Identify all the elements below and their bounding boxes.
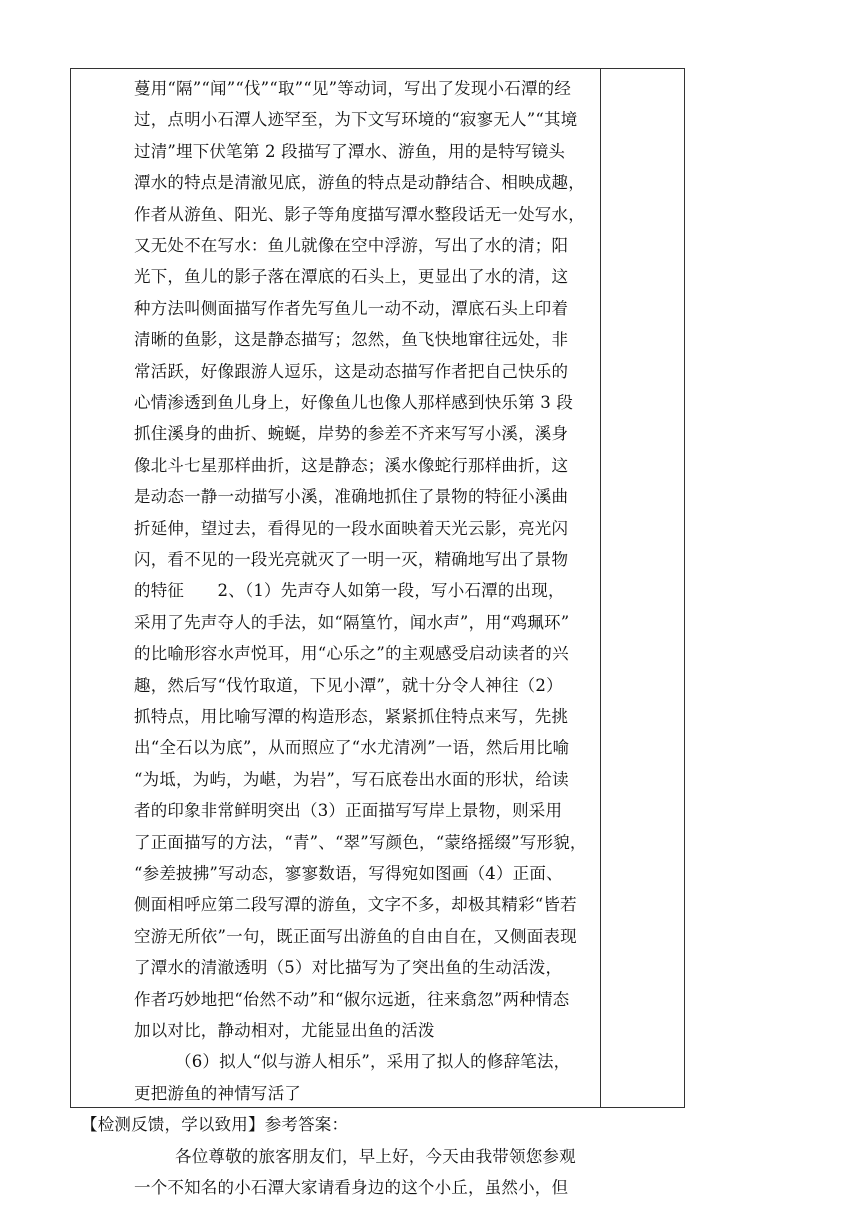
answer-line: 的特征 2、（1）先声夺人如第一段，写小石潭的出现， <box>134 581 565 601</box>
answer-line: 种方法叫侧面描写作者先写鱼儿一动不动，潭底石头上印着 <box>134 298 569 318</box>
speech-line-2: 一个不知名的小石潭大家请看身边的这个小丘，虽然小，但 <box>134 1178 569 1197</box>
answer-line: 常活跃，好像跟游人逗乐，这是动态描写作者把自己快乐的 <box>134 361 569 381</box>
side-cell <box>601 69 685 1107</box>
answer-line: 采用了先声夺人的手法，如“隔篁竹，闻水声”，用“鸡珮环” <box>134 612 570 632</box>
answer-line: “参差披拂”写动态，寥寥数语，写得宛如图画（4）正面、 <box>134 864 563 883</box>
answer-cell <box>71 69 600 1197</box>
answer-line: 过清”埋下伏笔第 2 段描写了潭水、游鱼，用的是特写镜头 <box>134 141 566 161</box>
answer-line: 加以对比，静动相对，尤能显出鱼的活泼 <box>134 1021 435 1040</box>
answer-line: 清晰的鱼影，这是静态描写；忽然，鱼飞快地窜往远处，非 <box>134 330 569 350</box>
answer-line: 潭水的特点是清澈见底，游鱼的特点是动静结合、相映成趣， <box>134 173 585 193</box>
point6-line-1: （6）拟人“似与游人相乐”，采用了拟人的修辞笔法， <box>175 1052 571 1072</box>
answer-line: 作者巧妙地把“佁然不动”和“俶尔远逝，往来翕忽”两种情态 <box>134 989 570 1009</box>
answer-line: 了正面描写的方法，“青”、“翠”写颜色，“蒙络摇缀”写形貌， <box>134 832 587 852</box>
answer-line: 折延伸，望过去，看得见的一段水面映着天光云影，亮光闪 <box>134 518 569 538</box>
answer-line: 过，点明小石潭人迹罕至，为下文写环境的“寂寥无人”“其境 <box>134 110 578 130</box>
answer-line: 抓住溪身的曲折、蜿蜒，岸势的参差不齐来写写小溪，溪身 <box>134 424 569 444</box>
document-table <box>70 68 685 1197</box>
answer-line: 空游无所依”一句，既正面写出游鱼的自由自在，又侧面表现 <box>134 926 577 946</box>
answer-line: 趣，然后写“伐竹取道，下见小潭”，就十分令人神往（2） <box>134 675 563 695</box>
point6-line-2: 更把游鱼的神情写活了 <box>134 1083 301 1103</box>
answer-line: 闪，看不见的一段光亮就灭了一明一灭，精确地写出了景物 <box>134 550 569 569</box>
answer-line: 光下，鱼儿的影子落在潭底的石头上，更显出了水的清，这 <box>134 267 569 287</box>
answer-line: 心情渗透到鱼儿身上，好像鱼儿也像人那样感到快乐第 3 段 <box>134 393 574 412</box>
answer-line: 蔓用“隔”“闻”“伐”“取”“见”等动词，写出了发现小石潭的经 <box>134 79 572 98</box>
answer-line: 是动态一静一动描写小溪，准确地抓住了景物的特征小溪曲 <box>134 487 569 507</box>
speech-line-1: 各位尊敬的旅客朋友们，早上好，今天由我带领您参观 <box>175 1146 576 1166</box>
answer-line: 像北斗七星那样曲折，这是静态；溪水像蛇行那样曲折，这 <box>134 455 569 475</box>
section-heading: 【检测反馈，学以致用】参考答案： <box>81 1115 349 1135</box>
answer-line: 作者从游鱼、阳光、影子等角度描写潭水整段话无一处写水， <box>134 204 585 224</box>
answer-line: 出“全石以为底”，从而照应了“水尤清冽”一语，然后用比喻 <box>134 738 570 758</box>
answer-line: 又无处不在写水：鱼儿就像在空中浮游，写出了水的清；阳 <box>134 236 569 255</box>
answer-line: 抓特点，用比喻写潭的构造形态，紧紧抓住特点来写，先挑 <box>134 707 569 726</box>
answer-line: 的比喻形容水声悦耳，用“心乐之”的主观感受启动读者的兴 <box>134 644 569 664</box>
answer-line: 侧面相呼应第二段写潭的游鱼，文字不多，却极其精彩“皆若 <box>134 895 577 915</box>
answer-line: 者的印象非常鲜明突出（3）正面描写写岸上景物，则采用 <box>134 801 563 821</box>
answer-line: “为坻，为屿，为嵁，为岩”，写石底卷出水面的形状，给读 <box>134 769 569 789</box>
answer-line: 了潭水的清澈透明（5）对比描写为了突出鱼的生动活泼， <box>134 958 563 978</box>
